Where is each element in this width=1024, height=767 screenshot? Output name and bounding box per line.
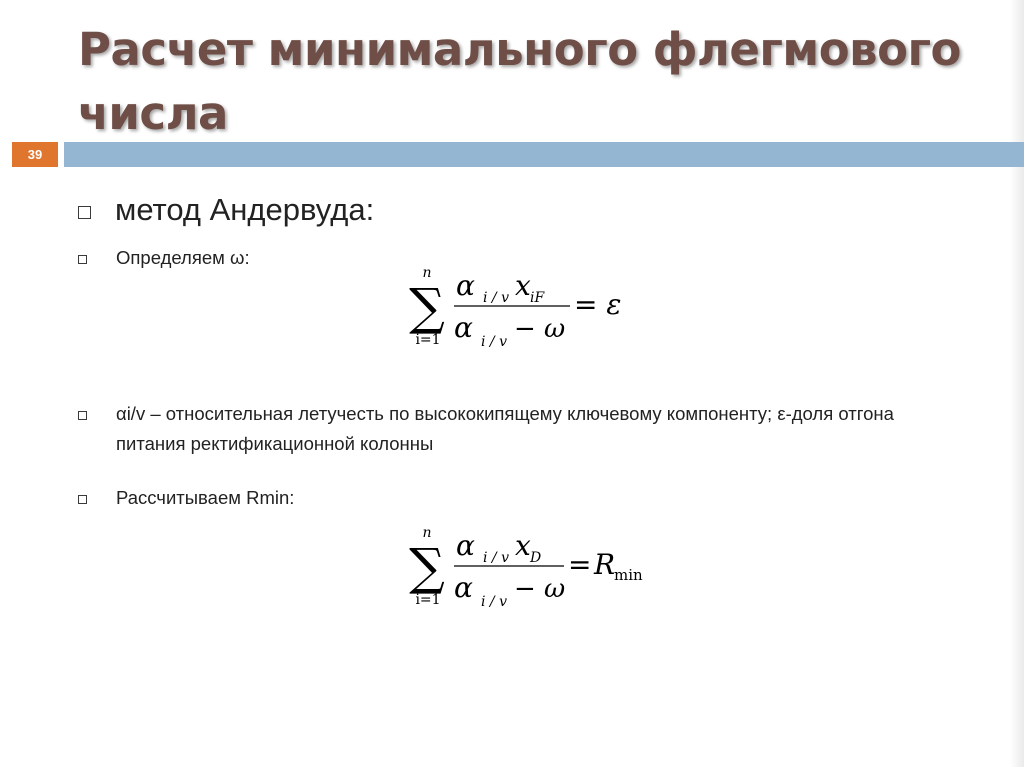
- numerator-x-subscript: iF: [530, 290, 545, 306]
- sum-symbol: ∑: [409, 538, 445, 596]
- numerator-alpha: α: [456, 269, 475, 302]
- bullet-square-icon: [78, 495, 87, 504]
- bullet-text: Определяем ω:: [116, 247, 250, 268]
- sum-upper-limit: n: [422, 525, 432, 541]
- sum-symbol: ∑: [409, 278, 445, 336]
- numerator-alpha-subscript: i / v: [483, 290, 510, 306]
- numerator-x-subscript: D: [530, 550, 542, 566]
- bullet-text: Рассчитываем Rmin:: [116, 487, 295, 508]
- formula-omega: [408, 262, 638, 354]
- numerator-alpha: α: [456, 529, 475, 562]
- formula-rhs: = ε: [574, 288, 622, 321]
- title-divider-band: [64, 142, 1024, 167]
- slide-edge-shadow: [1010, 0, 1024, 767]
- formula-rhs-equals: =: [568, 548, 592, 581]
- numerator-x: x: [515, 269, 531, 302]
- bullet-text: метод Андервуда:: [115, 192, 375, 227]
- bullet-definitions: [78, 399, 958, 459]
- sum-lower-limit: i=1: [415, 332, 441, 348]
- formula-rmin: [408, 522, 668, 614]
- slide-number-badge: 39: [12, 142, 58, 167]
- bullet-square-icon: [78, 206, 91, 219]
- denominator-alpha-subscript: i / v: [481, 334, 508, 350]
- denominator-alpha-subscript: i / v: [481, 594, 508, 610]
- formula-rhs-subscript: min: [614, 566, 643, 584]
- numerator-x: x: [515, 529, 531, 562]
- denominator-minus-omega: − ω: [514, 574, 566, 604]
- denominator-minus-omega: − ω: [514, 314, 566, 344]
- numerator-alpha-subscript: i / v: [483, 550, 510, 566]
- bullet-square-icon: [78, 411, 87, 420]
- bullet-define-omega: [78, 243, 250, 273]
- sum-lower-limit: i=1: [415, 592, 441, 608]
- bullet-text: αi/v – относительная летучесть по высококипящему ключевому компоненту; ε-доля отгона питания ректификационной колонны: [116, 403, 894, 454]
- slide-title: Расчет минимального флегмового числа: [78, 23, 961, 140]
- denominator-alpha: α: [454, 311, 473, 344]
- bullet-method: [78, 190, 374, 230]
- denominator-alpha: α: [454, 571, 473, 604]
- formula-rhs-r: R: [594, 548, 616, 581]
- bullet-calc-rmin: [78, 483, 294, 513]
- bullet-square-icon: [78, 255, 87, 264]
- sum-upper-limit: n: [422, 265, 432, 281]
